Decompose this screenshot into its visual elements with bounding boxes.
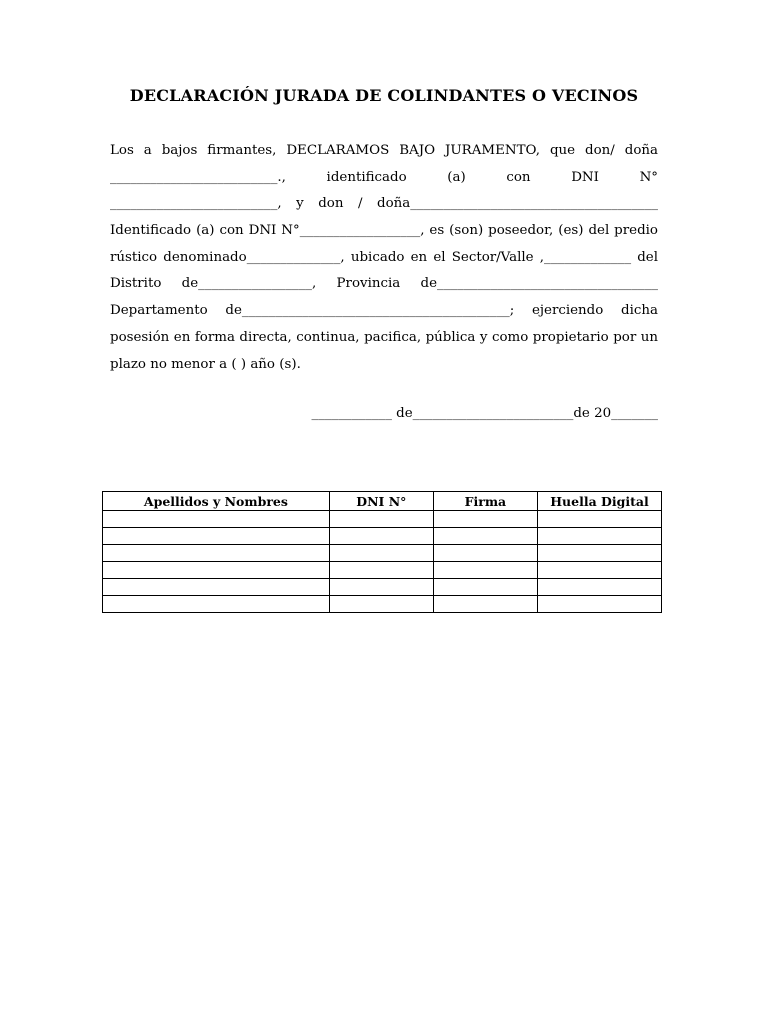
table-cell bbox=[433, 528, 537, 545]
signers-table bbox=[102, 491, 662, 613]
table-cell bbox=[329, 596, 433, 613]
table-cell bbox=[329, 511, 433, 528]
date-line: ____________ de________________________de 20_______ bbox=[311, 406, 658, 421]
paragraph-line: plazo no menor a ( ) año (s). bbox=[110, 356, 301, 372]
table-cell bbox=[433, 579, 537, 596]
paragraph-line: rústico denominado______________, ubicado en el Sector/Valle ,_____________ del bbox=[110, 249, 658, 265]
paragraph-line: posesión en forma directa, continua, pacifica, pública y como propietario por un bbox=[110, 329, 658, 345]
table-cell bbox=[103, 511, 330, 528]
paragraph-line: Distrito de_________________, Provincia de_________________________________ bbox=[110, 276, 658, 292]
table-row bbox=[103, 579, 662, 596]
table-row bbox=[103, 596, 662, 613]
table-cell bbox=[433, 545, 537, 562]
header-apellidos-nombres: Apellidos y Nombres bbox=[103, 492, 330, 511]
table-cell bbox=[537, 528, 661, 545]
table-row bbox=[103, 545, 662, 562]
paragraph-line: Departamento de________________________________________; ejerciendo dicha bbox=[110, 303, 658, 319]
table-cell bbox=[537, 562, 661, 579]
table-cell bbox=[329, 545, 433, 562]
table-cell bbox=[103, 528, 330, 545]
paragraph-line: _________________________, y don / doña_____________________________________ bbox=[110, 196, 658, 212]
table-cell bbox=[537, 511, 661, 528]
table-cell bbox=[103, 562, 330, 579]
table-cell bbox=[537, 579, 661, 596]
table-cell bbox=[537, 545, 661, 562]
table-cell bbox=[537, 596, 661, 613]
table-cell bbox=[103, 545, 330, 562]
header-huella-digital: Huella Digital bbox=[537, 492, 661, 511]
table-cell bbox=[329, 579, 433, 596]
table-cell bbox=[329, 528, 433, 545]
paragraph-line: Los a bajos firmantes, DECLARAMOS BAJO JURAMENTO, que don/ doña bbox=[110, 143, 658, 158]
document-title: DECLARACIÓN JURADA DE COLINDANTES O VECINOS bbox=[129, 86, 639, 105]
table-row bbox=[103, 528, 662, 545]
table-cell bbox=[329, 562, 433, 579]
declaration-paragraph bbox=[110, 138, 658, 378]
table-cell bbox=[103, 596, 330, 613]
header-dni: DNI N° bbox=[329, 492, 433, 511]
table-cell bbox=[433, 596, 537, 613]
table-cell bbox=[103, 579, 330, 596]
table-cell bbox=[433, 511, 537, 528]
paragraph-line: Identificado (a) con DNI N°__________________, es (son) poseedor, (es) del predio bbox=[110, 223, 658, 239]
table-cell bbox=[433, 562, 537, 579]
paragraph-line: _________________________., identificado (a) con DNI N° bbox=[110, 169, 658, 185]
table-header-row bbox=[103, 492, 662, 511]
header-firma: Firma bbox=[433, 492, 537, 511]
table-body bbox=[103, 511, 662, 613]
table-row bbox=[103, 511, 662, 528]
table-row bbox=[103, 562, 662, 579]
